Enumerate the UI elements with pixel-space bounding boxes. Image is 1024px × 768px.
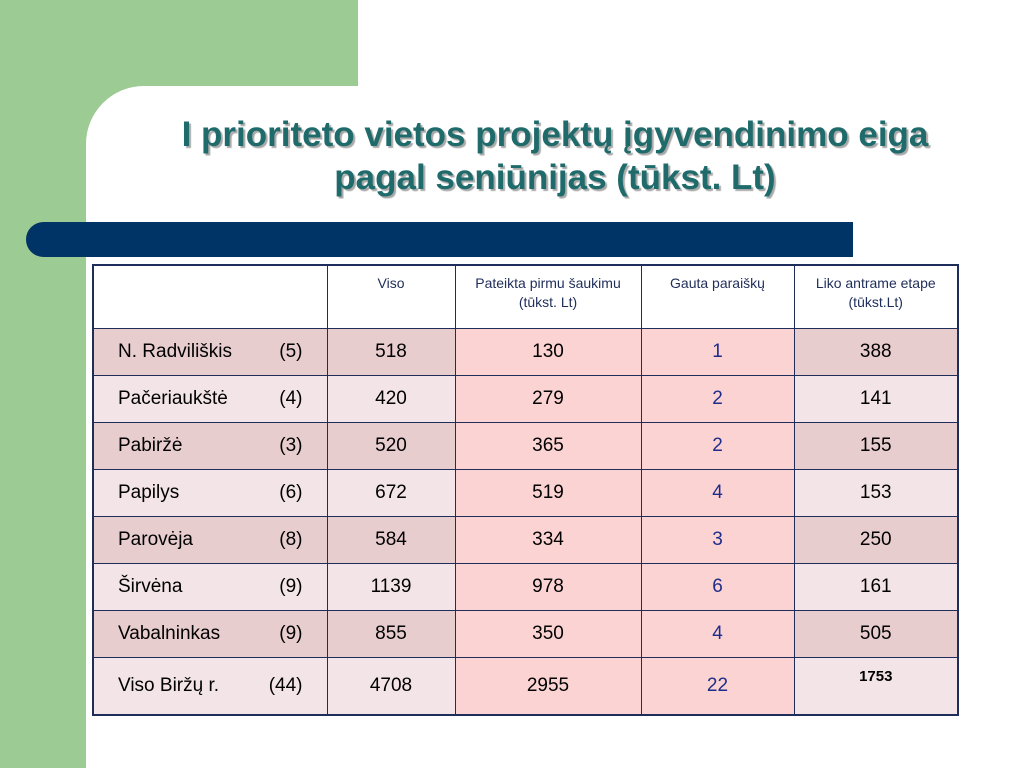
- table-header-row: [93, 265, 958, 329]
- cell-liko: 161: [794, 564, 958, 611]
- cell-pateikta: 130: [455, 329, 641, 376]
- row-name: N. Radviliškis: [118, 341, 233, 362]
- cell-liko: 141: [794, 376, 958, 423]
- row-count: (4): [279, 388, 303, 409]
- cell-pateikta: 334: [455, 517, 641, 564]
- table-row: [93, 611, 958, 658]
- table-row: [93, 564, 958, 611]
- header-gauta: Gauta paraiškų: [641, 265, 794, 329]
- cell-gauta: 6: [641, 564, 794, 611]
- cell-pateikta: 279: [455, 376, 641, 423]
- cell-liko: 155: [794, 423, 958, 470]
- row-name: Pabiržė: [118, 435, 183, 456]
- cell-viso: 4708: [327, 658, 455, 716]
- row-name-cell: [93, 564, 327, 611]
- header-liko: Liko antrame etape (tūkst.Lt): [794, 265, 958, 329]
- cell-liko: 153: [794, 470, 958, 517]
- row-name-cell: [93, 611, 327, 658]
- cell-viso: 584: [327, 517, 455, 564]
- table-total-row: [93, 658, 958, 716]
- cell-viso: 855: [327, 611, 455, 658]
- header-pateikta: Pateikta pirmu šaukimu (tūkst. Lt): [455, 265, 641, 329]
- row-name: Papilys: [118, 482, 180, 503]
- cell-gauta: 2: [641, 376, 794, 423]
- cell-pateikta: 365: [455, 423, 641, 470]
- cell-gauta: 22: [641, 658, 794, 716]
- row-count: (8): [279, 529, 303, 550]
- row-name: Širvėna: [118, 576, 183, 597]
- cell-pateikta: 2955: [455, 658, 641, 716]
- cell-viso: 672: [327, 470, 455, 517]
- row-name-cell: [93, 470, 327, 517]
- row-name-cell: [93, 517, 327, 564]
- cell-gauta: 4: [641, 611, 794, 658]
- title-line-2: pagal seniūnijas (tūkst. Lt): [334, 158, 776, 197]
- cell-liko: 388: [794, 329, 958, 376]
- cell-gauta: 1: [641, 329, 794, 376]
- row-name-cell: [93, 658, 327, 716]
- cell-viso: 518: [327, 329, 455, 376]
- table-row: [93, 423, 958, 470]
- cell-pateikta: 978: [455, 564, 641, 611]
- cell-liko: 505: [794, 611, 958, 658]
- cell-liko: 250: [794, 517, 958, 564]
- cell-pateikta: 350: [455, 611, 641, 658]
- row-name-cell: [93, 423, 327, 470]
- row-name-cell: [93, 376, 327, 423]
- table-row: [93, 470, 958, 517]
- cell-viso: 520: [327, 423, 455, 470]
- slide-title: [86, 113, 1024, 199]
- row-count: (3): [279, 435, 303, 456]
- row-name: Parovėja: [118, 529, 193, 550]
- row-name-cell: [93, 329, 327, 376]
- cell-pateikta: 519: [455, 470, 641, 517]
- accent-bar: [26, 222, 853, 257]
- table-row: [93, 329, 958, 376]
- row-count: (44): [268, 675, 303, 696]
- row-name: Pačeriaukštė: [118, 388, 228, 409]
- row-name: Viso Biržų r.: [118, 675, 220, 696]
- row-count: (5): [279, 341, 303, 362]
- row-count: (9): [279, 623, 303, 644]
- cell-gauta: 4: [641, 470, 794, 517]
- row-name: Vabalninkas: [118, 623, 221, 644]
- cell-gauta: 2: [641, 423, 794, 470]
- header-empty: [93, 265, 327, 329]
- header-viso: Viso: [327, 265, 455, 329]
- row-count: (6): [279, 482, 303, 503]
- cell-gauta: 3: [641, 517, 794, 564]
- cell-liko: 1753: [794, 658, 958, 716]
- cell-viso: 420: [327, 376, 455, 423]
- row-count: (9): [279, 576, 303, 597]
- data-table: [92, 264, 959, 716]
- cell-viso: 1139: [327, 564, 455, 611]
- title-line-1: I prioriteto vietos projektų įgyvendinimo eiga: [181, 115, 929, 154]
- table-row: [93, 517, 958, 564]
- table-row: [93, 376, 958, 423]
